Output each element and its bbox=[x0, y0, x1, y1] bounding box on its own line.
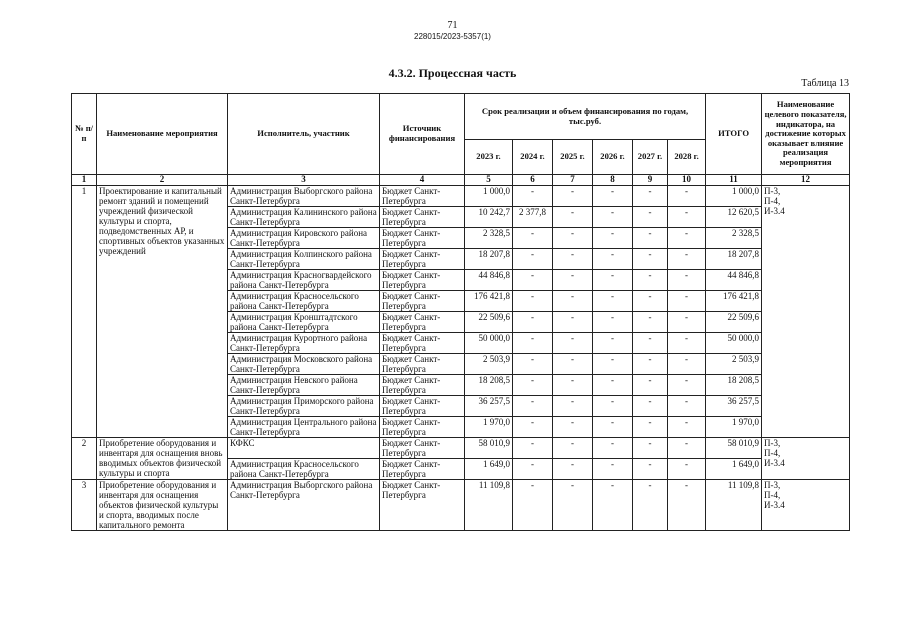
column-number: 3 bbox=[228, 175, 380, 186]
year-value-cell: - bbox=[553, 332, 593, 353]
year-value-cell: - bbox=[633, 416, 668, 437]
column-number: 11 bbox=[706, 175, 762, 186]
row-number: 1 bbox=[72, 185, 97, 437]
column-number: 8 bbox=[593, 175, 633, 186]
year-value-cell: - bbox=[593, 332, 633, 353]
source-cell: Бюджет Санкт-Петербурга bbox=[380, 332, 465, 353]
year-value-cell: - bbox=[633, 479, 668, 530]
year-value-cell: - bbox=[668, 311, 706, 332]
total-cell: 18 207,8 bbox=[706, 248, 762, 269]
source-cell: Бюджет Санкт-Петербурга bbox=[380, 248, 465, 269]
column-number: 12 bbox=[762, 175, 850, 186]
source-cell: Бюджет Санкт-Петербурга bbox=[380, 479, 465, 530]
column-number: 4 bbox=[380, 175, 465, 186]
activity-name: Приобретение оборудования и инвентаря для оснащения объектов физической культуры и спорта, вводимых после капитального ремонта bbox=[97, 479, 228, 530]
year-value-cell: - bbox=[633, 269, 668, 290]
executor-cell: Администрация Калининского района Санкт-Петербурга bbox=[228, 206, 380, 227]
executor-cell: Администрация Кронштадтского района Санкт-Петербурга bbox=[228, 311, 380, 332]
year-value-cell: - bbox=[593, 395, 633, 416]
year-value-cell: - bbox=[513, 290, 553, 311]
year-value-cell: - bbox=[593, 269, 633, 290]
year-value-cell: - bbox=[593, 311, 633, 332]
year-value-cell: - bbox=[593, 374, 633, 395]
total-cell: 18 208,5 bbox=[706, 374, 762, 395]
year-value-cell: 36 257,5 bbox=[465, 395, 513, 416]
year-value-cell: - bbox=[668, 332, 706, 353]
activity-name: Проектирование и капитальный ремонт зданий и помещений учреждений физической культуры и спорта, подведомственных АР, и спортивных объектов указанных учреждений bbox=[97, 185, 228, 437]
executor-cell: Администрация Красносельского района Санкт-Петербурга bbox=[228, 458, 380, 479]
year-value-cell: - bbox=[513, 269, 553, 290]
year-value-cell: - bbox=[593, 248, 633, 269]
executor-cell: Администрация Красносельского района Санкт-Петербурга bbox=[228, 290, 380, 311]
source-cell: Бюджет Санкт-Петербурга bbox=[380, 395, 465, 416]
year-value-cell: - bbox=[633, 185, 668, 206]
year-value-cell: - bbox=[633, 206, 668, 227]
column-number-row bbox=[72, 175, 850, 186]
year-value-cell: - bbox=[668, 437, 706, 458]
executor-cell: Администрация Приморского района Санкт-Петербурга bbox=[228, 395, 380, 416]
header-activity: Наименование мероприятия bbox=[97, 94, 228, 175]
year-value-cell: - bbox=[513, 479, 553, 530]
year-value-cell: 176 421,8 bbox=[465, 290, 513, 311]
year-value-cell: - bbox=[668, 374, 706, 395]
year-value-cell: - bbox=[553, 206, 593, 227]
column-number: 10 bbox=[668, 175, 706, 186]
year-value-cell: 50 000,0 bbox=[465, 332, 513, 353]
year-value-cell: - bbox=[593, 185, 633, 206]
year-value-cell: - bbox=[513, 185, 553, 206]
total-cell: 12 620,5 bbox=[706, 206, 762, 227]
year-value-cell: - bbox=[513, 416, 553, 437]
year-value-cell: - bbox=[513, 395, 553, 416]
total-cell: 1 000,0 bbox=[706, 185, 762, 206]
section-title: 4.3.2. Процессная часть bbox=[388, 66, 517, 80]
year-value-cell: 1 970,0 bbox=[465, 416, 513, 437]
total-cell: 2 503,9 bbox=[706, 353, 762, 374]
executor-cell: Администрация Выборгского района Санкт-Петербурга bbox=[228, 185, 380, 206]
row-number: 2 bbox=[72, 437, 97, 479]
total-cell: 1 649,0 bbox=[706, 458, 762, 479]
year-value-cell: - bbox=[513, 311, 553, 332]
year-value-cell: 22 509,6 bbox=[465, 311, 513, 332]
header-indicator: Наименование целевого показателя, индикатора, на достижение которых оказывает влияние реализация мероприятия bbox=[762, 94, 850, 175]
year-value-cell: - bbox=[593, 437, 633, 458]
year-value-cell: 2 503,9 bbox=[465, 353, 513, 374]
year-value-cell: - bbox=[633, 311, 668, 332]
year-value-cell: - bbox=[668, 248, 706, 269]
column-number: 2 bbox=[97, 175, 228, 186]
header-year: 2028 г. bbox=[668, 140, 706, 175]
year-value-cell: - bbox=[668, 269, 706, 290]
year-value-cell: - bbox=[593, 416, 633, 437]
header-year: 2023 г. bbox=[465, 140, 513, 175]
year-value-cell: 44 846,8 bbox=[465, 269, 513, 290]
header-source: Источник финансирования bbox=[380, 94, 465, 175]
year-value-cell: - bbox=[553, 353, 593, 374]
year-value-cell: - bbox=[593, 353, 633, 374]
year-value-cell: - bbox=[668, 353, 706, 374]
financing-table bbox=[71, 93, 850, 531]
row-number: 3 bbox=[72, 479, 97, 530]
executor-cell: Администрация Кировского района Санкт-Петербурга bbox=[228, 227, 380, 248]
source-cell: Бюджет Санкт-Петербурга bbox=[380, 311, 465, 332]
year-value-cell: - bbox=[513, 332, 553, 353]
year-value-cell: - bbox=[513, 227, 553, 248]
total-cell: 58 010,9 bbox=[706, 437, 762, 458]
table-row bbox=[72, 437, 850, 458]
year-value-cell: - bbox=[553, 416, 593, 437]
source-cell: Бюджет Санкт-Петербурга bbox=[380, 437, 465, 458]
table-caption: Таблица 13 bbox=[801, 78, 849, 89]
year-value-cell: - bbox=[553, 248, 593, 269]
year-value-cell: - bbox=[633, 458, 668, 479]
source-cell: Бюджет Санкт-Петербурга bbox=[380, 374, 465, 395]
executor-cell: Администрация Московского района Санкт-Петербурга bbox=[228, 353, 380, 374]
executor-cell: Администрация Центрального района Санкт-Петербурга bbox=[228, 416, 380, 437]
source-cell: Бюджет Санкт-Петербурга bbox=[380, 185, 465, 206]
total-cell: 44 846,8 bbox=[706, 269, 762, 290]
executor-cell: Администрация Красногвардейского района Санкт-Петербурга bbox=[228, 269, 380, 290]
executor-cell: Администрация Выборгского района Санкт-Петербурга bbox=[228, 479, 380, 530]
year-value-cell: - bbox=[593, 290, 633, 311]
year-value-cell: - bbox=[553, 185, 593, 206]
total-cell: 36 257,5 bbox=[706, 395, 762, 416]
year-value-cell: 1 649,0 bbox=[465, 458, 513, 479]
year-value-cell: - bbox=[633, 227, 668, 248]
indicator-cell: П-3, П-4, И-3.4 bbox=[762, 437, 850, 479]
year-value-cell: - bbox=[633, 353, 668, 374]
header-period-group: Срок реализации и объем финансирования по годам, тыс.руб. bbox=[465, 94, 706, 140]
year-value-cell: - bbox=[553, 290, 593, 311]
activity-name: Приобретение оборудования и инвентаря для оснащения вновь вводимых объектов физической культуры и спорта bbox=[97, 437, 228, 479]
year-value-cell: - bbox=[513, 353, 553, 374]
year-value-cell: - bbox=[633, 395, 668, 416]
year-value-cell: 18 207,8 bbox=[465, 248, 513, 269]
year-value-cell: - bbox=[553, 311, 593, 332]
total-cell: 50 000,0 bbox=[706, 332, 762, 353]
source-cell: Бюджет Санкт-Петербурга bbox=[380, 269, 465, 290]
year-value-cell: - bbox=[668, 395, 706, 416]
year-value-cell: 1 000,0 bbox=[465, 185, 513, 206]
year-value-cell: 58 010,9 bbox=[465, 437, 513, 458]
total-cell: 1 970,0 bbox=[706, 416, 762, 437]
year-value-cell: - bbox=[668, 416, 706, 437]
indicator-cell: П-3, П-4, И-3.4 bbox=[762, 479, 850, 530]
source-cell: Бюджет Санкт-Петербурга bbox=[380, 416, 465, 437]
total-cell: 22 509,6 bbox=[706, 311, 762, 332]
header-year: 2025 г. bbox=[553, 140, 593, 175]
year-value-cell: 18 208,5 bbox=[465, 374, 513, 395]
page-number: 71 bbox=[447, 20, 458, 31]
header-year: 2026 г. bbox=[593, 140, 633, 175]
year-value-cell: - bbox=[513, 458, 553, 479]
total-cell: 2 328,5 bbox=[706, 227, 762, 248]
executor-cell: Администрация Колпинского района Санкт-Петербурга bbox=[228, 248, 380, 269]
year-value-cell: - bbox=[593, 227, 633, 248]
year-value-cell: - bbox=[513, 437, 553, 458]
year-value-cell: - bbox=[553, 227, 593, 248]
indicator-cell: П-3, П-4, И-3.4 bbox=[762, 185, 850, 437]
year-value-cell: - bbox=[553, 479, 593, 530]
year-value-cell: 11 109,8 bbox=[465, 479, 513, 530]
year-value-cell: - bbox=[553, 395, 593, 416]
year-value-cell: 2 377,8 bbox=[513, 206, 553, 227]
year-value-cell: - bbox=[668, 479, 706, 530]
year-value-cell: - bbox=[513, 248, 553, 269]
header-executor: Исполнитель, участник bbox=[228, 94, 380, 175]
column-number: 5 bbox=[465, 175, 513, 186]
source-cell: Бюджет Санкт-Петербурга bbox=[380, 353, 465, 374]
column-number: 7 bbox=[553, 175, 593, 186]
column-number: 6 bbox=[513, 175, 553, 186]
year-value-cell: - bbox=[633, 374, 668, 395]
source-cell: Бюджет Санкт-Петербурга bbox=[380, 290, 465, 311]
year-value-cell: - bbox=[668, 227, 706, 248]
year-value-cell: - bbox=[553, 437, 593, 458]
year-value-cell: - bbox=[553, 269, 593, 290]
table-row bbox=[72, 479, 850, 530]
year-value-cell: - bbox=[633, 332, 668, 353]
year-value-cell: - bbox=[593, 458, 633, 479]
year-value-cell: - bbox=[633, 290, 668, 311]
year-value-cell: - bbox=[668, 290, 706, 311]
year-value-cell: - bbox=[633, 437, 668, 458]
executor-cell: Администрация Курортного района Санкт-Петербурга bbox=[228, 332, 380, 353]
year-value-cell: - bbox=[668, 185, 706, 206]
header-year: 2027 г. bbox=[633, 140, 668, 175]
year-value-cell: 10 242,7 bbox=[465, 206, 513, 227]
year-value-cell: - bbox=[668, 206, 706, 227]
source-cell: Бюджет Санкт-Петербурга bbox=[380, 458, 465, 479]
column-number: 9 bbox=[633, 175, 668, 186]
year-value-cell: - bbox=[553, 374, 593, 395]
year-value-cell: - bbox=[593, 479, 633, 530]
table-row bbox=[72, 185, 850, 206]
year-value-cell: - bbox=[633, 248, 668, 269]
document-id: 228015/2023-5357(1) bbox=[414, 32, 491, 41]
executor-cell: КФКС bbox=[228, 437, 380, 458]
header-total: ИТОГО bbox=[706, 94, 762, 175]
year-value-cell: - bbox=[553, 458, 593, 479]
executor-cell: Администрация Невского района Санкт-Петербурга bbox=[228, 374, 380, 395]
source-cell: Бюджет Санкт-Петербурга bbox=[380, 206, 465, 227]
total-cell: 176 421,8 bbox=[706, 290, 762, 311]
year-value-cell: - bbox=[513, 374, 553, 395]
year-value-cell: - bbox=[668, 458, 706, 479]
total-cell: 11 109,8 bbox=[706, 479, 762, 530]
year-value-cell: - bbox=[593, 206, 633, 227]
column-number: 1 bbox=[72, 175, 97, 186]
header-year: 2024 г. bbox=[513, 140, 553, 175]
source-cell: Бюджет Санкт-Петербурга bbox=[380, 227, 465, 248]
year-value-cell: 2 328,5 bbox=[465, 227, 513, 248]
header-no: № п/п bbox=[72, 94, 97, 175]
